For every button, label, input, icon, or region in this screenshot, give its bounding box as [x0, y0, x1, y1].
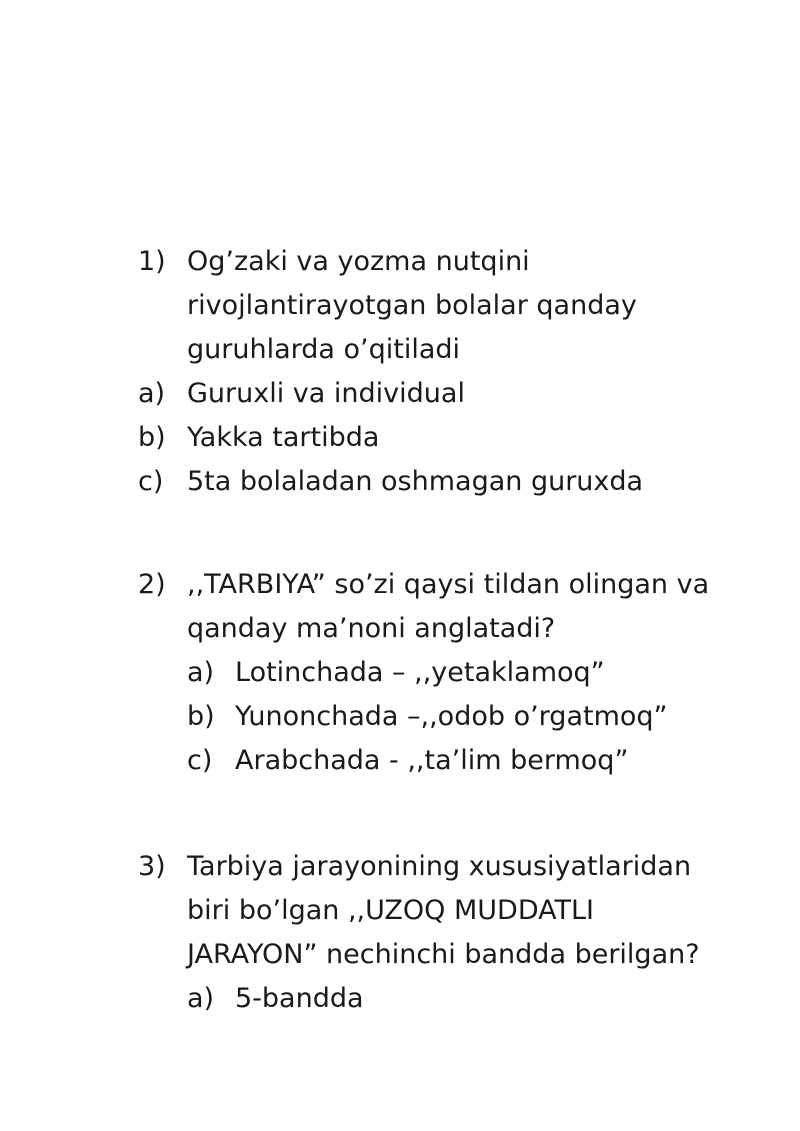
question-text-line: Tarbiya jarayonining xususiyatlaridan [187, 851, 692, 882]
question-row [0, 889, 800, 933]
answer-option-a [0, 977, 800, 1021]
option-text: 5ta bolaladan oshmagan guruxda [187, 466, 644, 497]
answer-option-b [0, 695, 800, 739]
question-row [0, 284, 800, 328]
question-row [0, 607, 800, 651]
question-text-line: qanday ma’noni anglatadi? [187, 613, 556, 644]
question-row [0, 328, 800, 372]
option-text: 5-bandda [235, 983, 364, 1014]
question-number: 2) [138, 569, 166, 600]
question-text-line: rivojlantirayotgan bolalar qanday [187, 290, 637, 321]
question-2 [0, 563, 800, 783]
option-marker: c) [187, 745, 213, 776]
question-text-line: ,,TARBIYA” so’zi qaysi tildan olingan va [187, 569, 710, 600]
question-row [0, 845, 800, 889]
answer-option-c [0, 739, 800, 783]
question-row [0, 933, 800, 977]
question-text-line: Og’zaki va yozma nutqini [187, 246, 530, 277]
question-text-line: guruhlarda o’qitiladi [187, 334, 461, 365]
question-row [0, 563, 800, 607]
option-marker: a) [187, 983, 215, 1014]
answer-option-a [0, 651, 800, 695]
question-3 [0, 845, 800, 1021]
option-text: Guruxli va individual [187, 378, 465, 409]
option-marker: a) [187, 657, 215, 688]
option-marker: b) [138, 422, 166, 453]
option-text: Yakka tartibda [187, 422, 380, 453]
option-marker: a) [138, 378, 166, 409]
question-1 [0, 240, 800, 504]
answer-option-c [0, 460, 800, 504]
question-text-line: JARAYON” nechinchi bandda berilgan? [187, 939, 700, 970]
question-number: 3) [138, 851, 166, 882]
answer-option-a [0, 372, 800, 416]
answer-option-b [0, 416, 800, 460]
option-marker: b) [187, 701, 215, 732]
question-text-line: biri bo’lgan ,,UZOQ MUDDATLI [187, 895, 595, 926]
option-text: Arabchada - ,,ta’lim bermoq” [235, 745, 629, 776]
question-number: 1) [138, 246, 166, 277]
option-text: Lotinchada – ,,yetaklamoq” [235, 657, 605, 688]
option-text: Yunonchada –,,odob o’rgatmoq” [235, 701, 668, 732]
question-row [0, 240, 800, 284]
option-marker: c) [138, 466, 164, 497]
